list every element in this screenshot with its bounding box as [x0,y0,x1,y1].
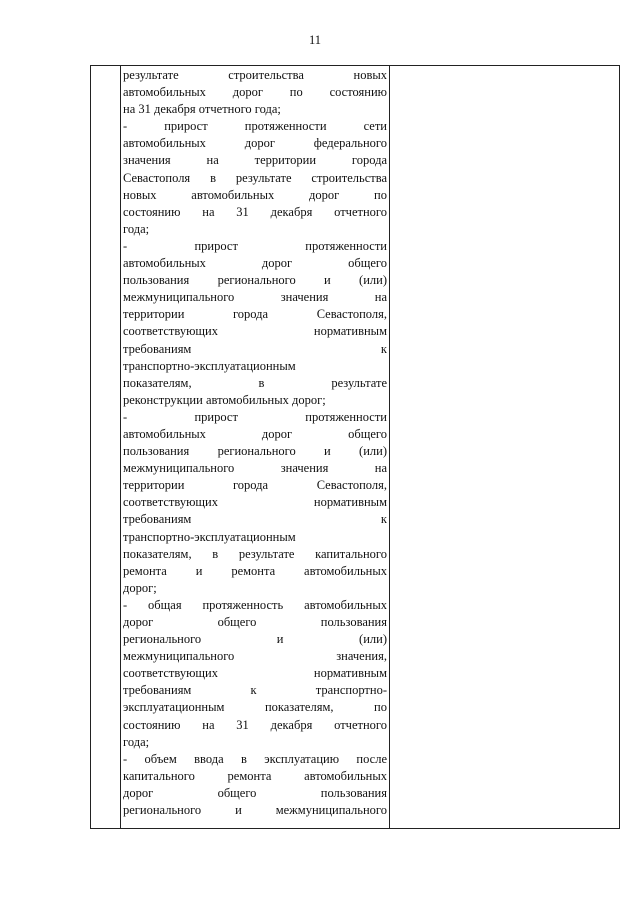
cell-text-line: регионального и (или) [123,632,387,647]
cell-text-line: значения на территории города [123,153,387,168]
cell-text-line: дорог общего пользования [123,615,387,629]
table-column-divider [120,66,121,828]
cell-text-line: регионального и межмуниципального [123,803,387,818]
cell-text-line: года; [123,734,150,749]
cell-text-line: транспортно-эксплуатационным [123,358,296,373]
cell-text-line: капитального ремонта автомобильных [123,768,387,783]
cell-text-line: требованиям к [123,512,387,527]
cell-text-line: состоянию на 31 декабря отчетного [123,204,387,219]
page-number: 11 [308,33,322,47]
cell-text-line: автомобильных дорог общего [123,256,387,271]
cell-text-line: показателям, в результате капитального [123,546,387,561]
cell-text-line: территории города Севастополя, [123,478,387,493]
cell-text-line: межмуниципального значения, [123,649,387,664]
cell-text-line: территории города Севастополя, [123,307,387,322]
cell-text-line: - объем ввода в эксплуатацию после [123,751,387,766]
cell-text-line: дорог; [123,580,157,595]
cell-text-line: пользования регионального и (или) [123,444,387,459]
cell-text-line: автомобильных дорог по состоянию [123,85,387,100]
cell-text-line: результате строительства новых [123,68,387,82]
cell-text-line: на 31 декабря отчетного года; [123,102,281,117]
cell-text-line: межмуниципального значения на [123,290,387,305]
cell-text-line: автомобильных дорог федерального [123,136,387,151]
cell-text-line: состоянию на 31 декабря отчетного [123,717,387,732]
cell-text-line: года; [123,221,150,236]
cell-text-line: новых автомобильных дорог по [123,187,387,202]
cell-text-line: автомобильных дорог общего [123,426,387,441]
cell-text-line: - прирост протяженности сети [123,119,387,134]
cell-text-line: транспортно-эксплуатационным [123,529,296,544]
cell-text-line: требованиям к транспортно- [123,683,387,698]
cell-text-line: реконструкции автомобильных дорог; [123,392,326,407]
cell-text-line: - общая протяженность автомобильных [123,597,387,612]
cell-text-line: соответствующих нормативным [123,495,387,510]
cell-text-line: межмуниципального значения на [123,461,387,476]
cell-text-line: требованиям к [123,341,387,356]
cell-text-line: эксплуатационным показателям, по [123,700,387,715]
cell-text-line: показателям, в результате [123,375,387,390]
table-column-divider [389,66,390,828]
cell-text-line: - прирост протяженности [123,409,387,424]
indicators-cell-text [123,67,387,827]
cell-text-line: Севастополя в результате строительства [123,170,387,185]
cell-text-line: соответствующих нормативным [123,666,387,681]
cell-text-line: ремонта и ремонта автомобильных [123,563,387,578]
cell-text-line: дорог общего пользования [123,785,387,800]
cell-text-line: - прирост протяженности [123,238,387,253]
cell-text-line: соответствующих нормативным [123,324,387,339]
cell-text-line: пользования регионального и (или) [123,273,387,288]
